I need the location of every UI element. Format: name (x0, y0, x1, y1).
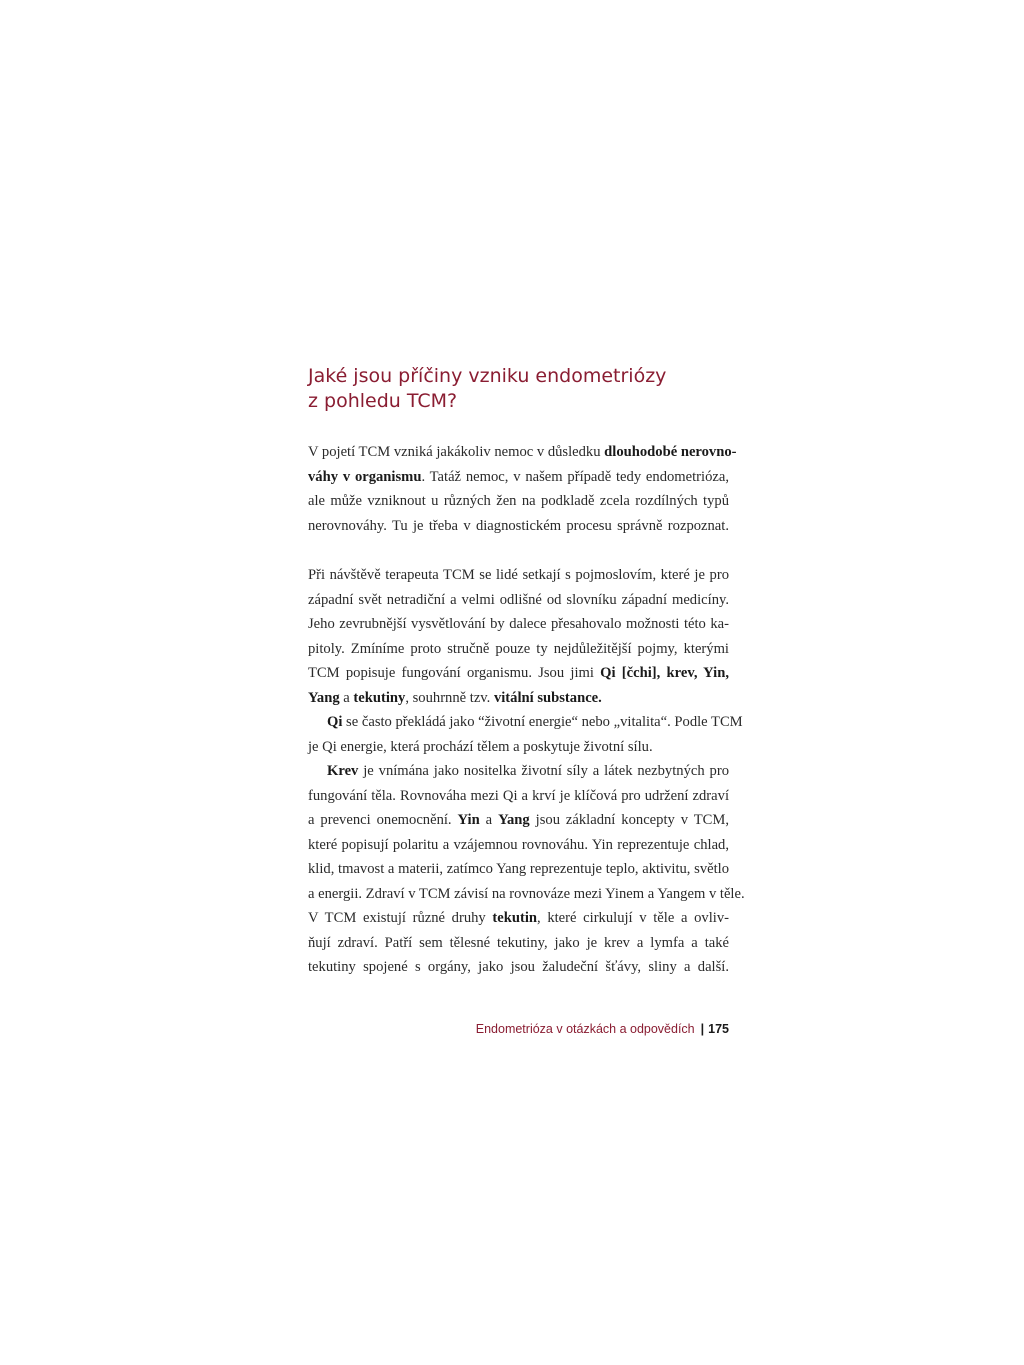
text-line: V pojetí TCM vzniká jakákoliv nemoc v důsledku dlouhodobé nerovno- (308, 444, 737, 460)
text-line: klid, tmavost a materii, zatímco Yang reprezentuje teplo, aktivitu, světlo (308, 861, 729, 877)
text-line: které popisují polaritu a vzájemnou rovnováhu. Yin reprezentuje chlad, (308, 836, 729, 853)
bold-term: Krev (327, 763, 359, 779)
bold-term: dlouhodobé nerovno- (604, 444, 737, 460)
text-line: Qi se často překládá jako “životní energie“ nebo „vitalita“. Podle TCM (327, 714, 743, 730)
text-line: Při návštěvě terapeuta TCM se lidé setkají s pojmoslovím, které je pro (308, 567, 729, 583)
bold-term: váhy v organismu (308, 468, 422, 485)
bold-term: Yang (498, 812, 530, 828)
text-line: ale může vzniknout u různých žen na podkladě zcela rozdílných typů (308, 493, 729, 509)
text-line: TCM popisuje fungování organismu. Jsou jimi Qi [čchi], krev, Yin, (308, 665, 729, 681)
text-line: západní svět netradiční a velmi odlišné od slovníku západní medicíny. (308, 591, 729, 608)
paragraph-qi (308, 710, 743, 759)
text-line: tekutiny spojené s orgány, jako jsou žaludeční šťávy, sliny a další. (308, 959, 729, 975)
running-title: Endometrióza v otázkách a odpovědích (475, 1022, 695, 1036)
text-line: V TCM existují různé druhy tekutin, které cirkulují v těle a ovliv- (308, 910, 729, 926)
paragraph-intro (308, 440, 737, 538)
paragraph-blood-yin-yang (308, 759, 745, 980)
footer-separator: | (700, 1022, 705, 1036)
text-line: a energii. Zdraví v TCM závisí na rovnováze mezi Yinem a Yangem v těle. (308, 885, 745, 902)
bold-term: Qi (327, 714, 343, 730)
text-line: je Qi energie, která prochází tělem a poskytuje životní sílu. (308, 738, 653, 755)
heading-line-2: z pohledu TCM? (308, 390, 458, 412)
bold-term: Qi [čchi], krev, Yin, (600, 665, 729, 681)
bold-term: Yang (308, 689, 340, 706)
text-line: Yang a tekutiny, souhrnně tzv. vitální substance. (308, 689, 602, 706)
page-footer (476, 1021, 729, 1037)
text-line: fungování těla. Rovnováha mezi Qi a krví je klíčová pro udržení zdraví (308, 787, 729, 804)
bold-term: tekutin (492, 910, 538, 926)
text-line: Krev je vnímána jako nositelka životní síly a látek nezbytných pro (327, 763, 729, 779)
text-line: Jeho zevrubnější vysvětlování by dalece přesahovalo možnosti této ka- (308, 616, 729, 632)
section-heading (308, 364, 748, 414)
text-line: ňují zdraví. Patří sem tělesné tekutiny, jako je krev a lymfa a také (308, 934, 729, 951)
bold-term: Yin (457, 812, 480, 828)
bold-term: vitální substance. (493, 689, 602, 706)
paragraph-terminology (308, 563, 729, 710)
text-line: a prevenci onemocnění. Yin a Yang jsou základní koncepty v TCM, (308, 812, 729, 828)
text-line: pitoly. Zmíníme proto stručně pouze ty nejdůležitější pojmy, kterými (308, 640, 729, 657)
bold-term: tekutiny (353, 689, 406, 706)
heading-line-1: Jaké jsou příčiny vzniku endometriózy (308, 365, 667, 387)
text-line: váhy v organismu. Tatáž nemoc, v našem případě tedy endometrióza, (308, 468, 730, 485)
text-line: nerovnováhy. Tu je třeba v diagnostickém procesu správně rozpoznat. (308, 517, 729, 534)
page-number: 175 (708, 1022, 729, 1036)
